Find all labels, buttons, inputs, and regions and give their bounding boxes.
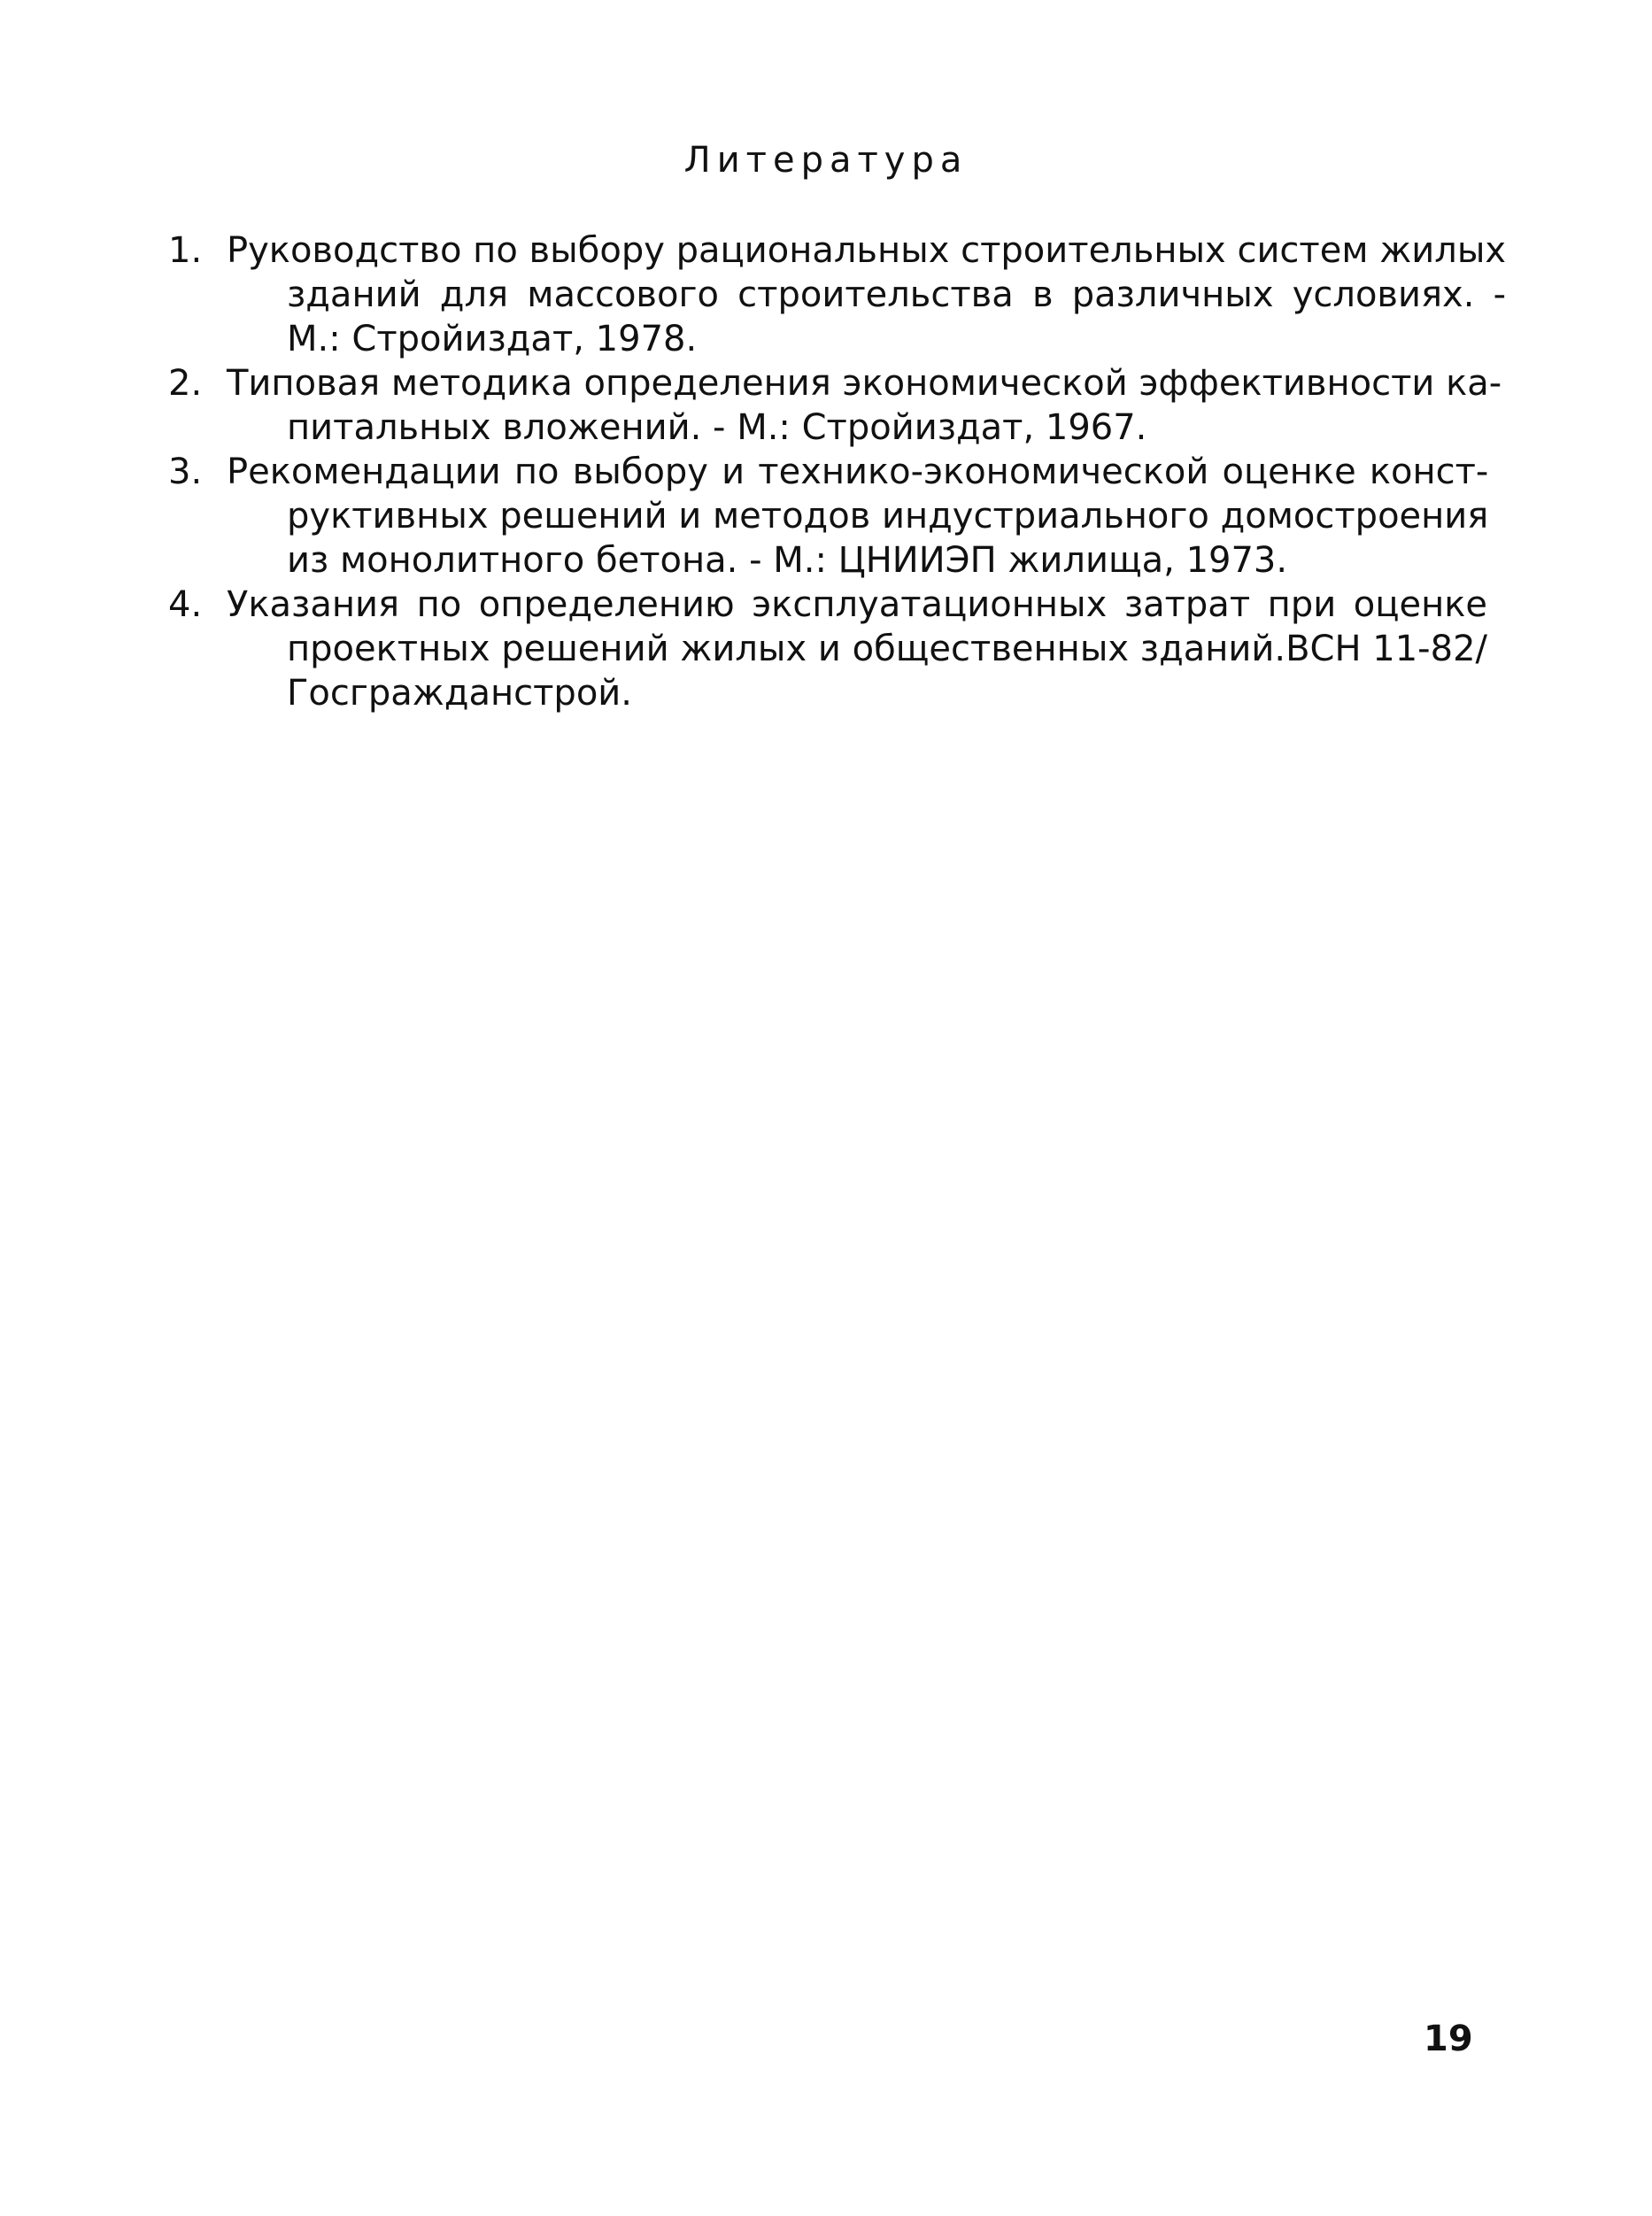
page-number: 19 <box>1424 2019 1473 2059</box>
reference-text <box>227 450 1488 583</box>
reference-line: руктивных решений и методов индустриального домостроения <box>287 496 1489 537</box>
reference-number: 4. <box>168 584 203 625</box>
reference-item <box>168 361 1502 450</box>
reference-text <box>227 583 1487 715</box>
reference-item <box>168 583 1487 715</box>
reference-line: из монолитного бетона. - М.: ЦНИИЭП жилища, 1973. <box>287 540 1288 581</box>
reference-line: Типовая методика определения экономической эффективности ка- <box>227 363 1502 404</box>
reference-line: зданий для массового строительства в различных условиях. - <box>287 274 1507 315</box>
page-heading: Литература <box>683 140 969 181</box>
reference-number: 3. <box>168 452 203 492</box>
reference-text <box>227 228 1506 361</box>
reference-line: питальных вложений. - М.: Стройиздат, 1967. <box>287 407 1147 448</box>
reference-number: 1. <box>168 230 203 271</box>
reference-line: Руководство по выбору рациональных строительных систем жилых <box>227 230 1507 271</box>
reference-number: 2. <box>168 363 203 404</box>
reference-text <box>227 361 1501 450</box>
reference-item <box>168 450 1487 583</box>
reference-line: Рекомендации по выбору и технико-экономической оценке конст- <box>227 452 1489 492</box>
reference-line: Указания по определению эксплуатационных затрат при оценке <box>227 584 1487 625</box>
reference-line: Госгражданстрой. <box>287 673 632 714</box>
reference-line: проектных решений жилых и общественных зданий.ВСН 11-82/ <box>287 629 1487 669</box>
reference-item <box>168 228 1507 361</box>
reference-list <box>168 228 1507 715</box>
reference-line: М.: Стройиздат, 1978. <box>287 319 698 359</box>
